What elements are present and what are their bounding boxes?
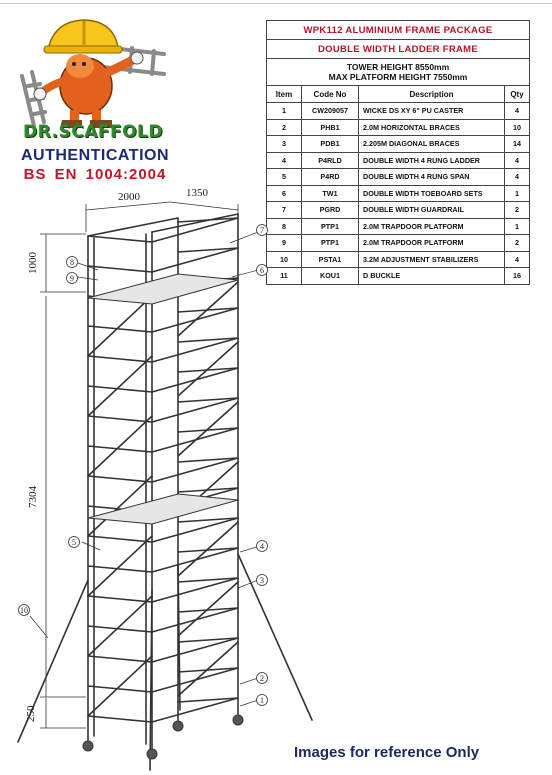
dim-guardrail: 1000: [27, 252, 39, 274]
top-platform: [88, 274, 238, 304]
callout-number: 3: [260, 576, 264, 585]
description-cell: 3.2M ADJUSTMENT STABILIZERS: [359, 251, 505, 268]
callout-number: 5: [72, 538, 76, 547]
qty-cell: 1: [505, 218, 530, 235]
item-cell: 3: [267, 136, 302, 153]
item-cell: 8: [267, 218, 302, 235]
caster-wheel: [147, 749, 157, 759]
frame-title: DOUBLE WIDTH LADDER FRAME: [267, 40, 530, 59]
diagonal-brace: [88, 416, 152, 476]
diagonal-brace: [88, 536, 152, 596]
table-row: [267, 136, 530, 153]
header-description: Description: [359, 86, 505, 103]
description-cell: DOUBLE WIDTH GUARDRAIL: [359, 202, 505, 219]
code-cell: PHB1: [302, 119, 359, 136]
dim-width: 1350: [186, 187, 208, 199]
callout-number: 1: [260, 696, 264, 705]
callout-number: 8: [70, 258, 74, 267]
frame-rung: [88, 476, 152, 482]
table-title-row: [267, 21, 530, 40]
dim-length: 2000: [118, 191, 140, 203]
diagonal-brace: [88, 596, 152, 656]
qty-cell: 16: [505, 268, 530, 285]
item-cell: 2: [267, 119, 302, 136]
code-cell: P4RD: [302, 169, 359, 186]
mascot-icon: [14, 14, 174, 134]
brand-name: DR.SCAFFOLD: [23, 122, 163, 142]
qty-cell: 4: [505, 251, 530, 268]
item-cell: 9: [267, 235, 302, 252]
description-cell: DOUBLE WIDTH TOEBOARD SETS: [359, 185, 505, 202]
code-cell: PTP1: [302, 235, 359, 252]
callout-number: 9: [70, 274, 74, 283]
top-rule: [0, 3, 552, 4]
diagonal-brace: [88, 656, 152, 716]
max-platform-height: MAX PLATFORM HEIGHT 7550mm: [328, 72, 468, 82]
tower-height: TOWER HEIGHT 8550mm: [346, 62, 450, 72]
diagonal-brace: [88, 356, 152, 416]
caster-wheel: [173, 721, 183, 731]
item-cell: 6: [267, 185, 302, 202]
callout-number: 7: [260, 226, 264, 235]
guardrail: [88, 218, 178, 236]
description-cell: WICKE DS XY 6" PU CASTER: [359, 103, 505, 120]
frame-rung: [88, 236, 152, 242]
height-info: [267, 59, 530, 86]
frame-rung: [88, 536, 152, 542]
header-item: Item: [267, 86, 302, 103]
code-cell: PGRD: [302, 202, 359, 219]
description-cell: 2.0M TRAPDOOR PLATFORM: [359, 218, 505, 235]
description-cell: 2.0M HORIZONTAL BRACES: [359, 119, 505, 136]
standard-label: BS EN 1004:2004: [23, 166, 167, 183]
table-info-row: [267, 59, 530, 86]
table-row: [267, 119, 530, 136]
header-code: Code No: [302, 86, 359, 103]
code-cell: PSTA1: [302, 251, 359, 268]
dim-height: 7304: [27, 486, 39, 508]
code-cell: PTP1: [302, 218, 359, 235]
description-cell: D BUCKLE: [359, 268, 505, 285]
caster-wheel: [83, 741, 93, 751]
qty-cell: 4: [505, 169, 530, 186]
frame-rung: [88, 356, 152, 362]
table-row: [267, 103, 530, 120]
frame-rung: [88, 716, 152, 722]
item-cell: 10: [267, 251, 302, 268]
callout-number: 6: [260, 266, 264, 275]
item-cell: 7: [267, 202, 302, 219]
qty-cell: 4: [505, 152, 530, 169]
diagonal-brace: [88, 296, 152, 356]
caster-wheel: [233, 715, 243, 725]
table-subtitle-row: [267, 40, 530, 59]
qty-cell: 2: [505, 235, 530, 252]
item-cell: 5: [267, 169, 302, 186]
code-cell: CW209057: [302, 103, 359, 120]
description-cell: DOUBLE WIDTH 4 RUNG SPAN: [359, 169, 505, 186]
header-qty: Qty: [505, 86, 530, 103]
callout-number: 4: [260, 542, 264, 551]
code-cell: KOU1: [302, 268, 359, 285]
reference-note: Images for reference Only: [294, 744, 480, 761]
item-cell: 11: [267, 268, 302, 285]
item-cell: 1: [267, 103, 302, 120]
item-cell: 4: [267, 152, 302, 169]
authentication-label: AUTHENTICATION: [20, 147, 170, 164]
frame-rung: [88, 416, 152, 422]
dim-base: 250: [25, 705, 37, 722]
callout-number: 10: [20, 606, 28, 615]
description-cell: 2.0M TRAPDOOR PLATFORM: [359, 235, 505, 252]
code-cell: PDB1: [302, 136, 359, 153]
qty-cell: 4: [505, 103, 530, 120]
stabilizer: [238, 554, 312, 720]
code-cell: P4RLD: [302, 152, 359, 169]
callout-number: 2: [260, 674, 264, 683]
description-cell: 2.205M DIAGONAL BRACES: [359, 136, 505, 153]
qty-cell: 14: [505, 136, 530, 153]
description-cell: DOUBLE WIDTH 4 RUNG LADDER: [359, 152, 505, 169]
table-row: [267, 152, 530, 169]
scaffold-drawing: [0, 180, 552, 775]
frame-rung: [88, 596, 152, 602]
qty-cell: 1: [505, 185, 530, 202]
frame-rung: [88, 656, 152, 662]
qty-cell: 2: [505, 202, 530, 219]
frame-rung: [88, 266, 152, 272]
qty-cell: 10: [505, 119, 530, 136]
table-header-row: [267, 86, 530, 103]
code-cell: TW1: [302, 185, 359, 202]
package-title: WPK112 ALUMINIUM FRAME PACKAGE: [267, 21, 530, 40]
